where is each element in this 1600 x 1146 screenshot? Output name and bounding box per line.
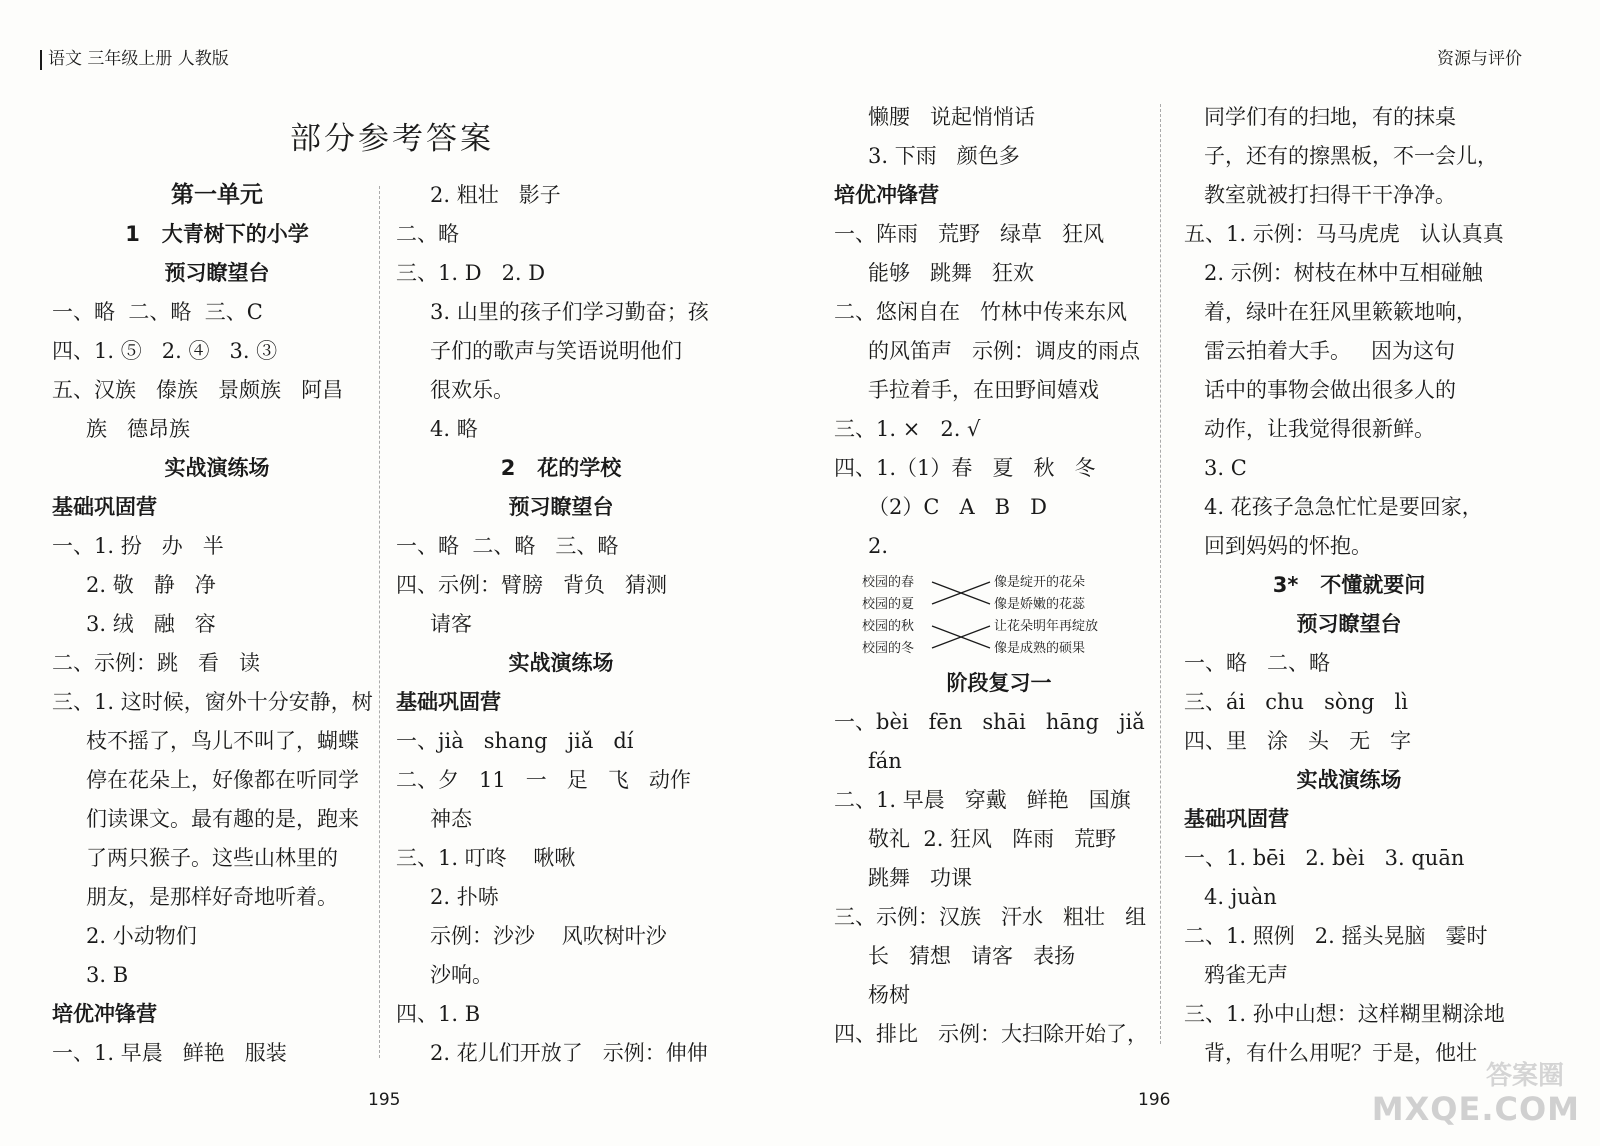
answer-line: 3. B [86,963,129,987]
answer-line: 子，还有的擦黑板，不一会儿， [1204,144,1498,168]
answer-line: 二、略 [396,222,459,246]
answer-line: 朋友，是那样好奇地听着。 [86,885,338,909]
answer-line: 3. 下雨 颜色多 [868,144,1020,168]
match-right-3: 让花朵明年再绽放 [994,619,1099,634]
answer-line: 五、1. 示例：马马虎虎 认认真真 [1184,222,1504,246]
answer-line: 四、里 涂 头 无 字 [1184,729,1412,753]
match-left-3: 校园的秋 [862,619,915,634]
answer-line: 枝不摇了，鸟儿不叫了，蝴蝶 [86,729,359,753]
answer-line: 手拉着手，在田野间嬉戏 [868,378,1099,402]
answer-line: 三、1. × 2. √ [834,417,981,441]
matching-diagram [834,572,1164,660]
answer-line: 三、1. 这时候，窗外十分安静，树 [52,690,373,714]
answer-line: 预习瞭望台 [1296,612,1402,636]
answer-line: 敬礼 2. 狂风 阵雨 荒野 [868,827,1117,851]
answer-line: 预习瞭望台 [508,495,614,519]
matching-lines-svg [862,572,1162,660]
answer-line: 三、示例：汉族 汗水 粗壮 组 [834,905,1147,929]
answer-line: 3. 绒 融 容 [86,612,216,636]
match-left-2: 校园的夏 [862,597,915,612]
answer-line: 教室就被打扫得干干净净。 [1204,183,1456,207]
answer-line: 培优冲锋营 [834,183,939,207]
watermark-top: 答案圈 [1485,1061,1564,1091]
answer-line: 四、示例：臂膀 背负 猜测 [396,573,668,597]
match-right-2: 像是娇嫩的花蕊 [994,597,1086,612]
answer-line: 的风笛声 示例：调皮的雨点 [868,339,1141,363]
answer-line: 2. 示例：树枝在林中互相碰触 [1204,261,1483,285]
answer-line: 3* 不懂就要问 [1272,573,1426,597]
answer-column-3-bottom [834,664,1164,1054]
answer-line: 一、阵雨 荒野 绿草 狂风 [834,222,1105,246]
answer-line: 二、示例：跳 看 读 [52,651,261,675]
answer-line: 实战演练场 [164,456,270,480]
answer-line: 子们的歌声与笑语说明他们 [430,339,682,363]
answer-column-2 [396,176,726,1073]
answer-line: 二、1. 早晨 穿戴 鲜艳 国旗 [834,788,1131,812]
answer-line: 四、排比 示例：大扫除开始了， [834,1022,1149,1046]
answer-column-1 [52,176,382,1073]
answer-line: 二、夕 11 一 足 飞 动作 [396,768,691,792]
answer-line: 2. 小动物们 [86,924,197,948]
answer-line: 着，绿叶在狂风里簌簌地响， [1204,300,1477,324]
answer-line: 1 大青树下的小学 [125,222,309,246]
answer-line: 一、略 二、略 三、C [52,300,263,324]
answer-line: 三、1. D 2. D [396,261,546,285]
answer-line: 懒腰 说起悄悄话 [868,105,1036,129]
answer-line: 2 花的学校 [500,456,622,480]
answer-line: 二、1. 照例 2. 摇头晃脑 霎时 [1184,924,1488,948]
answer-line: 沙响。 [430,963,493,987]
page-number-right: 196 [1138,1090,1171,1110]
answer-line: 2. 粗壮 影子 [430,183,561,207]
answer-line: 3. C [1204,456,1247,480]
answer-line: 3. 山里的孩子们学习勤奋；孩 [430,300,709,324]
answer-line: 一、1. 早晨 鲜艳 服装 [52,1041,287,1065]
answer-line: 2. 花儿们开放了 示例：伸伸 [430,1041,708,1065]
answer-line: 跳舞 功课 [868,866,973,890]
answer-line: 同学们有的扫地，有的抹桌 [1204,105,1456,129]
answer-line: 一、略 二、略 [1184,651,1331,675]
answer-column-3-top [834,98,1164,566]
answer-line: 族 德昂族 [86,417,191,441]
answer-line: 2. 敬 静 净 [86,573,216,597]
answer-line: 三、1. 叮咚 啾啾 [396,846,576,870]
answer-line: 基础巩固营 [396,690,501,714]
match-right-4: 像是成熟的硕果 [994,641,1086,656]
watermark: MXQE.COM [1371,1090,1580,1128]
answer-line: 2. 扑哧 [430,885,499,909]
answer-line: 基础巩固营 [52,495,157,519]
answer-line: 一、略 二、略 三、略 [396,534,619,558]
answer-line: 话中的事物会做出很多人的 [1204,378,1456,402]
header-left: 语文 三年级上册 人教版 [48,44,229,69]
answer-line: 第一单元 [171,182,263,208]
page-title: 部分参考答案 [290,121,494,157]
answer-line: 阶段复习一 [946,671,1052,695]
answer-line: 预习瞭望台 [164,261,270,285]
answer-line: 示例：沙沙 风吹树叶沙 [430,924,667,948]
answer-line: 请客 [430,612,472,636]
header-right: 资源与评价 [1437,49,1522,69]
answer-line: 鸦雀无声 [1204,963,1288,987]
answer-line: 三、1. 孙中山想：这样糊里糊涂地 [1184,1002,1505,1026]
answer-column-3 [834,98,1164,1054]
answer-line: 二、悠闲自在 竹林中传来东风 [834,300,1128,324]
answer-line: （2）C A B D [868,495,1047,519]
answer-line: 一、1. 扮 办 半 [52,534,224,558]
match-left-1: 校园的春 [862,575,915,590]
answer-line: 背，有什么用呢？于是，他壮 [1204,1041,1477,1065]
answer-line: 四、1. B [396,1002,481,1026]
answer-line: 神态 [430,807,472,831]
answer-line: 四、1. ⑤ 2. ④ 3. ③ [52,339,278,363]
page-number-left: 195 [368,1090,401,1110]
answer-line: 雷云拍着大手。 因为这句 [1204,339,1456,363]
answer-line: 回到妈妈的怀抱。 [1204,534,1372,558]
answer-line: 停在花朵上，好像都在听同学 [86,768,359,792]
match-right-1: 像是绽开的花朵 [994,575,1086,590]
answer-line: 一、bèi fēn shāi hāng jiǎ [834,710,1145,734]
answer-line: 一、jià shang jiǎ dí [396,729,634,753]
answer-line: 能够 跳舞 狂欢 [868,261,1035,285]
answer-line: 三、ái chu sòng lì [1184,690,1408,714]
answer-line: 一、1. bēi 2. bèi 3. quān [1184,846,1465,870]
answer-line: 了两只猴子。这些山林里的 [86,846,338,870]
answer-line: 很欢乐。 [430,378,514,402]
answer-line: fán [868,749,902,773]
answer-line: 动作，让我觉得很新鲜。 [1204,417,1435,441]
answer-line: 2. [868,534,889,558]
answer-line: 杨树 [868,983,910,1007]
answer-line: 实战演练场 [1296,768,1402,792]
answer-line: 4. juàn [1204,885,1277,909]
answer-line: 四、1.（1）春 夏 秋 冬 [834,456,1096,480]
answer-line: 4. 略 [430,417,478,441]
answer-line: 4. 花孩子急急忙忙是要回家， [1204,495,1483,519]
answer-column-4 [1184,98,1514,1073]
answer-line: 长 猜想 请客 表扬 [868,944,1076,968]
answer-line: 们读课文。最有趣的是，跑来 [86,807,359,831]
match-left-4: 校园的冬 [862,641,915,656]
answer-line: 实战演练场 [508,651,614,675]
answer-line: 五、汉族 傣族 景颇族 阿昌 [52,378,344,402]
answer-line: 培优冲锋营 [52,1002,157,1026]
answer-line: 基础巩固营 [1184,807,1289,831]
